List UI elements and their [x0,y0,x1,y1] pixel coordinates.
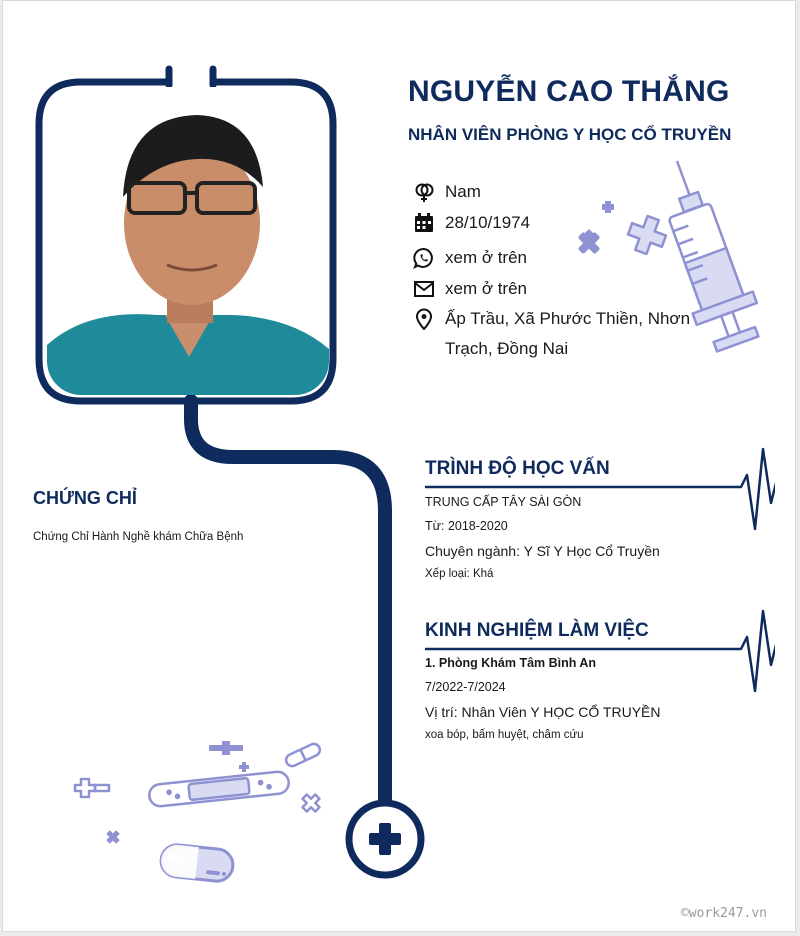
profile-title: NHÂN VIÊN PHÒNG Y HỌC CỔ TRUYỀN [408,125,732,144]
email-value: xem ở trên [445,279,528,298]
birthday-value: 28/10/1974 [445,213,531,232]
location-icon [413,308,435,330]
experience-company: 1. Phòng Khám Tâm Bình An [425,656,597,670]
experience-period: 7/2022-7/2024 [425,680,506,694]
experience-tasks: xoa bóp, bấm huyệt, châm cứu [425,729,584,741]
education-major: Chuyên ngành: Y Sĩ Y Học Cổ Truyền [425,543,660,559]
gender-value: Nam [445,182,481,201]
profile-name: NGUYỄN CAO THẮNG [408,75,730,108]
cv-page [2,0,796,932]
education-school: TRUNG CẤP TÂY SÀI GÒN [425,495,582,509]
certificate-item: Chứng Chỉ Hành Nghề khám Chữa Bệnh [33,531,244,543]
education-grade: Xếp loại: Khá [425,568,494,580]
phone-value: xem ở trên [445,248,528,267]
certificates-heading: CHỨNG CHỈ [33,488,137,508]
pill-icon [160,843,235,882]
gender-icon [413,181,435,203]
whatsapp-icon [413,247,435,269]
syringe-icon [569,155,779,355]
experience-heading: KINH NGHIỆM LÀM VIỆC [425,620,649,641]
calendar-icon [413,212,435,234]
bandage-icon [69,737,339,897]
info-email [413,278,527,304]
profile-photo [47,87,329,395]
info-birthday [413,212,530,238]
address-line-1: Ấp Trầu, Xã Phước Thiền, Nhơn [445,309,691,328]
address-line-2: Trạch, Đồng Nai [445,339,569,358]
education-heading: TRÌNH ĐỘ HỌC VẤN [425,458,610,479]
watermark: ©work247.vn [680,906,767,921]
experience-position: Vị trí: Nhân Viên Y HỌC CỔ TRUYỀN [425,704,661,720]
info-phone [413,247,527,273]
info-gender [413,181,481,207]
education-period: Từ: 2018-2020 [425,519,508,533]
mail-icon [413,278,435,300]
